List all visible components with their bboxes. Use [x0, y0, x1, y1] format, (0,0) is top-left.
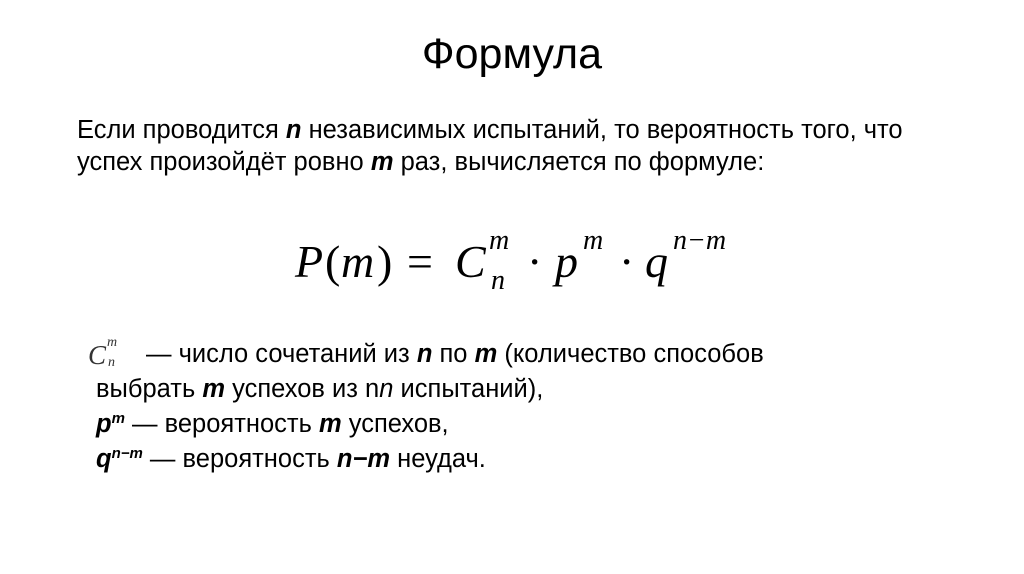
definition-text: успехов, [341, 410, 449, 438]
definition-text: успехов из n [225, 375, 380, 403]
variable-n-italic: n [379, 375, 394, 403]
combination-symbol-sup: m [107, 335, 118, 350]
variable-n: n [416, 340, 433, 368]
definition-combinations-cont [79, 372, 959, 407]
variable-n: n [285, 116, 302, 144]
formula-close-paren: ) [377, 236, 393, 287]
variable-m: m [370, 148, 394, 176]
slide-title: Формула [421, 30, 603, 78]
formula-q-superscript: n−m [673, 225, 727, 256]
combination-symbol-C: C [88, 340, 107, 370]
variable-p: p [96, 410, 112, 438]
definition-text: выбрать [96, 375, 203, 403]
definition-text: испытаний), [393, 375, 544, 403]
formula-dot: · [619, 236, 635, 287]
formula-m: m [341, 236, 375, 287]
formula-C-subscript: n [491, 265, 505, 296]
definition-q [79, 442, 959, 477]
definition-combinations [79, 337, 959, 372]
formula-dot: · [527, 236, 543, 287]
formula-p: p [555, 236, 578, 287]
variable-p-superscript: m [111, 410, 125, 427]
intro-paragraph [77, 114, 957, 178]
intro-text: раз, вычисляется по формуле: [393, 148, 765, 176]
variable-m: m [318, 410, 342, 438]
formula-p-superscript: m [583, 225, 604, 256]
formula-equals: = [407, 236, 433, 287]
variable-q: q [96, 445, 112, 473]
formula-C: C [455, 236, 486, 287]
definition-text: — число сочетаний из [146, 340, 417, 368]
definition-p [79, 407, 959, 442]
variable-m: m [202, 375, 226, 403]
formula-open-paren: ( [325, 236, 341, 287]
definition-text: (количество способов [497, 340, 764, 368]
formula-q: q [645, 236, 668, 287]
variable-n-minus-m: n−m [336, 445, 391, 473]
combination-symbol-sub: n [108, 355, 115, 370]
definition-text: — вероятность [142, 445, 337, 473]
definition-text: неудач. [390, 445, 486, 473]
intro-text: независимых испытаний, то вероятность того, что успех произойдёт ровно [77, 116, 903, 176]
variable-q-superscript: n−m [111, 445, 143, 462]
definitions-list [79, 337, 959, 477]
formula-P: P [295, 236, 324, 287]
formula-C-superscript: m [489, 225, 510, 256]
definition-text: — вероятность [124, 410, 319, 438]
intro-text: Если проводится [77, 116, 286, 144]
definition-text: по [432, 340, 475, 368]
variable-m: m [474, 340, 498, 368]
